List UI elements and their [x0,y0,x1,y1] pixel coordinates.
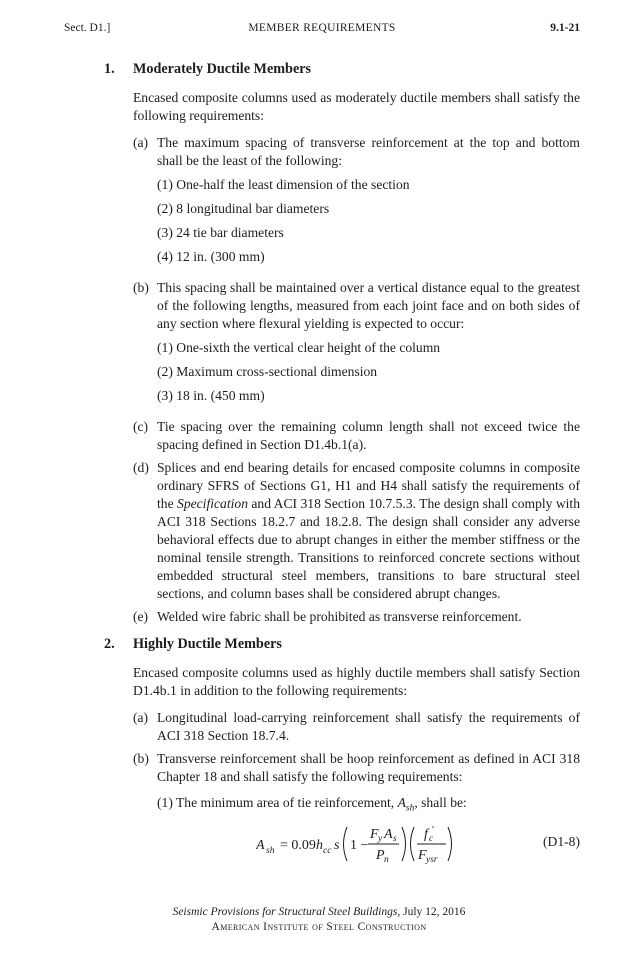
eq-fc: f [424,826,428,842]
section-2-heading [104,635,638,655]
item-label: (a) [133,135,149,150]
item-label: (c) [133,419,149,434]
eq-equals-coef: = 0.09 [280,837,316,853]
footer-title: Seismic Provisions for Structural Steel Buildings, [172,906,401,918]
page-footer [0,905,638,935]
equation-number: (D1-8) [543,833,580,849]
item-text: Transverse reinforcement shall be hoop reinforcement as defined in ACI 318 Chapter 18 and shall satisfy the following requirements: [157,751,580,784]
eq-h: h [316,837,323,853]
sub-item-2b1 [157,794,638,818]
eq-lhs: A [256,837,265,853]
section-1-heading [104,60,638,80]
eq-as-sub: s [393,833,397,844]
eq-fc-sub: c [429,833,434,844]
item-text: The maximum spacing of transverse reinforcement at the top and bottom shall be the least of the following: [157,135,580,168]
sub-item-text: (1) The minimum area of tie reinforcement, [157,795,398,810]
eq-fy-sub: y [378,833,383,844]
item-text-pre: Splices and end bearing details for encased composite columns in composite ordinary SFRS of Sections G1, H1 and H4 shall satisfy the requirements of the [157,460,580,511]
specification-title: Specification [177,496,248,511]
sub-item: (4) 12 in. (300 mm) [157,249,265,264]
running-title: MEMBER REQUIREMENTS [248,22,396,34]
eq-fy: F [370,826,379,842]
item-2a [133,709,580,745]
section-title: Highly Ductile Members [133,636,282,652]
symbol-subscript: sh [405,803,415,814]
eq-s: s [334,837,340,853]
right-paren-1 [402,827,406,861]
eq-h-sub: cc [323,845,332,856]
sub-item: (2) 8 longitudinal bar diameters [157,201,330,216]
eq-pn-sub: n [384,854,389,865]
item-label: (b) [133,751,149,766]
equation-row [0,820,638,866]
section-title: Moderately Ductile Members [133,61,312,77]
sub-item: (2) Maximum cross-sectional dimension [157,364,378,379]
eq-as: A [384,826,393,842]
item-1c [133,418,580,454]
right-paren-2 [448,827,452,861]
eq-fc-prime: ′ [432,824,435,836]
symbol: A [397,795,406,810]
page-body [0,60,638,866]
eq-one-minus: 1 − [350,837,369,853]
item-text: Welded wire fabric shall be prohibited as transverse reinforcement. [157,609,522,624]
item-1b [133,279,580,333]
item-label: (e) [133,609,149,624]
equation-d1-8 [256,823,456,865]
footer-date: July 12, 2016 [400,906,466,918]
section-2-intro: Encased composite columns used as highly ductile members shall satisfy Section D1.4b.1 in addition to the following requirements: [133,665,580,698]
eq-fysr-sub: ysr [426,854,438,865]
item-1d [133,459,581,603]
section-number: 1. [104,61,115,77]
item-text: Longitudinal load-carrying reinforcement shall satisfy the requirements of ACI 318 Section 18.7.4. [157,710,580,743]
item-label: (a) [133,710,149,725]
left-paren-2 [411,827,415,861]
item-text-post: and ACI 318 Section 10.7.5.3. The design shall comply with ACI 318 Sections 18.2.7 and 18.2.8. The design shall consider any adverse behavioral effects due to abrupt changes in either the member stiffness or the nominal tensile strength. Transitions to reinforced concrete sections without embedded structural steel members, transitions to bare structural steel sections, and column bases shall be considered abrupt changes. [157,496,581,601]
section-ref: Sect. D1.] [64,22,111,34]
sub-item: (1) One-sixth the vertical clear height of the column [157,340,441,355]
section-number: 2. [104,636,115,652]
eq-fysr: F [418,847,427,863]
item-1e [133,608,580,626]
sub-item: (3) 24 tie bar diameters [157,225,284,240]
left-paren-1 [344,827,348,861]
item-text: Tie spacing over the remaining column length shall not exceed twice the spacing defined in Section D1.4b.1(a). [157,419,580,452]
page-header [64,22,580,38]
sub-item: (3) 18 in. (450 mm) [157,388,265,403]
eq-lhs-sub: sh [266,845,275,856]
item-1a [133,134,580,170]
item-text: This spacing shall be maintained over a vertical distance equal to the greatest of the following lengths, measured from each joint face and on both sides of any section where flexural yielding is expected to occur: [157,280,580,331]
sub-item-text: , shall be: [414,795,467,810]
eq-pn: P [376,847,385,863]
page-number: 9.1-21 [550,22,580,34]
item-2b [133,750,580,786]
item-label: (d) [133,460,149,475]
item-label: (b) [133,280,149,295]
section-1-intro: Encased composite columns used as moderately ductile members shall satisfy the following requirements: [133,90,580,123]
footer-publisher: American Institute of Steel Construction [211,921,427,933]
sub-item: (1) One-half the least dimension of the section [157,177,410,192]
